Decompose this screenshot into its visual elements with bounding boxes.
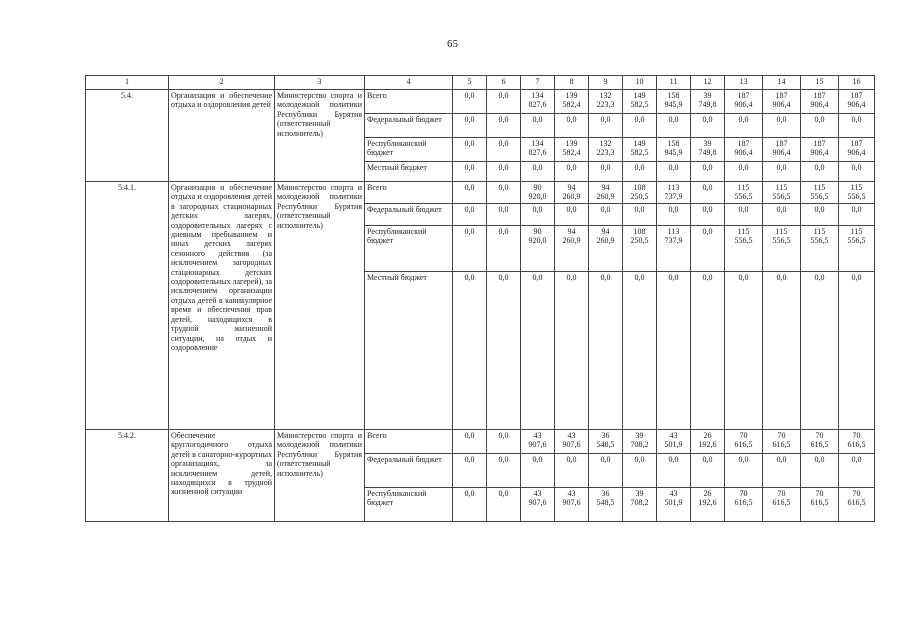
value-cell: 39 708,2 — [623, 430, 657, 454]
value-cell: 0,0 — [763, 272, 801, 430]
section-description: Организация и обеспечение отдыха и оздоровления детей — [169, 90, 275, 182]
value-cell: 187 906,4 — [801, 138, 839, 162]
value-cell: 0,0 — [555, 114, 589, 138]
value-cell: 0,0 — [487, 488, 521, 522]
value-cell: 158 945,9 — [657, 90, 691, 114]
value-cell: 0,0 — [453, 182, 487, 204]
column-number-cell: 16 — [839, 76, 875, 90]
value-cell: 113 737,9 — [657, 226, 691, 272]
value-cell: 90 920,0 — [521, 226, 555, 272]
value-cell: 0,0 — [657, 272, 691, 430]
value-cell: 43 907,6 — [521, 430, 555, 454]
value-cell: 0,0 — [487, 204, 521, 226]
section-number: 5.4.2. — [86, 430, 169, 522]
column-number-cell: 10 — [623, 76, 657, 90]
value-cell: 115 556,5 — [725, 182, 763, 204]
value-cell: 0,0 — [453, 204, 487, 226]
value-cell: 0,0 — [725, 162, 763, 182]
value-cell: 115 556,5 — [801, 182, 839, 204]
value-cell: 0,0 — [657, 204, 691, 226]
value-cell: 187 906,4 — [763, 90, 801, 114]
value-cell: 0,0 — [691, 272, 725, 430]
value-cell: 0,0 — [487, 226, 521, 272]
value-cell: 0,0 — [725, 272, 763, 430]
value-cell: 0,0 — [589, 204, 623, 226]
value-cell: 115 556,5 — [763, 182, 801, 204]
value-cell: 70 616,5 — [801, 488, 839, 522]
value-cell: 0,0 — [839, 114, 875, 138]
value-cell: 0,0 — [521, 204, 555, 226]
funding-source: Местный бюджет — [365, 162, 453, 182]
value-cell: 0,0 — [521, 162, 555, 182]
column-number-cell: 14 — [763, 76, 801, 90]
value-cell: 0,0 — [453, 138, 487, 162]
value-cell: 0,0 — [801, 162, 839, 182]
value-cell: 0,0 — [589, 454, 623, 488]
value-cell: 0,0 — [453, 454, 487, 488]
column-number-cell: 12 — [691, 76, 725, 90]
value-cell: 0,0 — [555, 204, 589, 226]
value-cell: 0,0 — [487, 430, 521, 454]
value-cell: 0,0 — [691, 204, 725, 226]
value-cell: 0,0 — [725, 204, 763, 226]
funding-source: Республиканский бюджет — [365, 226, 453, 272]
value-cell: 36 548,5 — [589, 488, 623, 522]
table-row — [86, 182, 875, 204]
value-cell: 0,0 — [453, 272, 487, 430]
value-cell: 0,0 — [555, 272, 589, 430]
value-cell: 0,0 — [657, 454, 691, 488]
page-number: 65 — [447, 38, 458, 50]
column-number-row — [86, 76, 875, 90]
section-description: Обеспечение круглогодичного отдыха детей в санаторно-курортных организациях, за исключением детей, находящихся в трудной жизненной ситуации — [169, 430, 275, 522]
value-cell: 0,0 — [623, 114, 657, 138]
value-cell: 26 192,6 — [691, 430, 725, 454]
value-cell: 0,0 — [801, 114, 839, 138]
value-cell: 70 616,5 — [839, 488, 875, 522]
column-number-cell: 2 — [169, 76, 275, 90]
value-cell: 90 920,0 — [521, 182, 555, 204]
column-number-cell: 15 — [801, 76, 839, 90]
budget-table — [85, 75, 875, 522]
value-cell: 0,0 — [623, 272, 657, 430]
value-cell: 70 616,5 — [763, 488, 801, 522]
value-cell: 0,0 — [487, 138, 521, 162]
value-cell: 0,0 — [453, 226, 487, 272]
value-cell: 0,0 — [487, 272, 521, 430]
funding-source: Федеральный бюджет — [365, 204, 453, 226]
table-row — [86, 430, 875, 454]
section-executor: Министерство спорта и молодежной политики Республики Бурятия (ответственный исполнитель) — [275, 90, 365, 182]
value-cell: 0,0 — [555, 162, 589, 182]
value-cell: 0,0 — [487, 90, 521, 114]
value-cell: 0,0 — [691, 226, 725, 272]
value-cell: 0,0 — [589, 114, 623, 138]
value-cell: 115 556,5 — [839, 226, 875, 272]
column-number-cell: 5 — [453, 76, 487, 90]
funding-source: Всего — [365, 90, 453, 114]
column-number-cell: 9 — [589, 76, 623, 90]
value-cell: 115 556,5 — [725, 226, 763, 272]
value-cell: 0,0 — [839, 272, 875, 430]
value-cell: 108 250,5 — [623, 182, 657, 204]
value-cell: 132 223,3 — [589, 90, 623, 114]
column-number-cell: 8 — [555, 76, 589, 90]
value-cell: 0,0 — [487, 114, 521, 138]
value-cell: 70 616,5 — [763, 430, 801, 454]
section-number: 5.4. — [86, 90, 169, 182]
column-number-cell: 6 — [487, 76, 521, 90]
value-cell: 187 906,4 — [763, 138, 801, 162]
value-cell: 39 749,8 — [691, 138, 725, 162]
value-cell: 0,0 — [521, 272, 555, 430]
funding-source: Местный бюджет — [365, 272, 453, 430]
table-row — [86, 90, 875, 114]
value-cell: 158 945,9 — [657, 138, 691, 162]
value-cell: 139 582,4 — [555, 90, 589, 114]
value-cell: 0,0 — [801, 454, 839, 488]
value-cell: 187 906,4 — [725, 90, 763, 114]
value-cell: 0,0 — [589, 162, 623, 182]
value-cell: 0,0 — [453, 488, 487, 522]
value-cell: 0,0 — [725, 114, 763, 138]
value-cell: 43 907,6 — [555, 488, 589, 522]
value-cell: 0,0 — [839, 162, 875, 182]
funding-source: Всего — [365, 430, 453, 454]
section-executor: Министерство спорта и молодежной политики Республики Бурятия (ответственный исполнитель) — [275, 182, 365, 430]
funding-source: Всего — [365, 182, 453, 204]
value-cell: 149 582,5 — [623, 138, 657, 162]
value-cell: 36 548,5 — [589, 430, 623, 454]
value-cell: 134 827,6 — [521, 138, 555, 162]
value-cell: 0,0 — [801, 204, 839, 226]
value-cell: 0,0 — [691, 454, 725, 488]
value-cell: 0,0 — [487, 182, 521, 204]
value-cell: 39 749,8 — [691, 90, 725, 114]
value-cell: 43 501,9 — [657, 488, 691, 522]
value-cell: 134 827,6 — [521, 90, 555, 114]
column-number-cell: 11 — [657, 76, 691, 90]
value-cell: 43 501,9 — [657, 430, 691, 454]
value-cell: 70 616,5 — [801, 430, 839, 454]
column-number-cell: 13 — [725, 76, 763, 90]
value-cell: 0,0 — [801, 272, 839, 430]
value-cell: 187 906,4 — [801, 90, 839, 114]
value-cell: 132 223,3 — [589, 138, 623, 162]
value-cell: 43 907,6 — [521, 488, 555, 522]
value-cell: 0,0 — [763, 454, 801, 488]
column-number-cell: 7 — [521, 76, 555, 90]
value-cell: 0,0 — [589, 272, 623, 430]
value-cell: 0,0 — [453, 430, 487, 454]
value-cell: 0,0 — [623, 454, 657, 488]
value-cell: 0,0 — [521, 454, 555, 488]
section-executor: Министерство спорта и молодежной политики Республики Бурятия (ответственный исполнитель) — [275, 430, 365, 522]
value-cell: 70 616,5 — [839, 430, 875, 454]
value-cell: 0,0 — [487, 454, 521, 488]
column-number-cell: 3 — [275, 76, 365, 90]
value-cell: 0,0 — [453, 114, 487, 138]
value-cell: 94 260,9 — [589, 226, 623, 272]
value-cell: 0,0 — [691, 114, 725, 138]
value-cell: 187 906,4 — [839, 90, 875, 114]
value-cell: 0,0 — [521, 114, 555, 138]
value-cell: 0,0 — [487, 162, 521, 182]
value-cell: 115 556,5 — [801, 226, 839, 272]
value-cell: 94 260,9 — [589, 182, 623, 204]
value-cell: 0,0 — [453, 90, 487, 114]
value-cell: 139 582,4 — [555, 138, 589, 162]
value-cell: 108 250,5 — [623, 226, 657, 272]
value-cell: 0,0 — [763, 114, 801, 138]
value-cell: 115 556,5 — [763, 226, 801, 272]
value-cell: 94 260,9 — [555, 182, 589, 204]
funding-source: Федеральный бюджет — [365, 114, 453, 138]
value-cell: 0,0 — [691, 162, 725, 182]
value-cell: 0,0 — [839, 454, 875, 488]
value-cell: 0,0 — [839, 204, 875, 226]
value-cell: 0,0 — [657, 162, 691, 182]
value-cell: 70 616,5 — [725, 488, 763, 522]
value-cell: 187 906,4 — [725, 138, 763, 162]
section-number: 5.4.1. — [86, 182, 169, 430]
value-cell: 149 582,5 — [623, 90, 657, 114]
value-cell: 26 192,6 — [691, 488, 725, 522]
section-description: Организация и обеспечение отдыха и оздоровления детей в загородных стационарных детских лагерях, оздоровительных лагерях с дневным пребыванием и иных детских лагерях сезонного действия (за исключением загородных стационарных детских оздоровительных лагерей), за исключением организации отдыха детей в каникулярное время и обеспечения прав детей, находящихся в трудной жизненной ситуации, на отдых и оздоровление — [169, 182, 275, 430]
funding-source: Федеральный бюджет — [365, 454, 453, 488]
value-cell: 39 708,2 — [623, 488, 657, 522]
value-cell: 115 556,5 — [839, 182, 875, 204]
funding-source: Республиканский бюджет — [365, 138, 453, 162]
column-number-cell: 4 — [365, 76, 453, 90]
column-number-cell: 1 — [86, 76, 169, 90]
value-cell: 0,0 — [623, 204, 657, 226]
value-cell: 43 907,6 — [555, 430, 589, 454]
value-cell: 187 906,4 — [839, 138, 875, 162]
value-cell: 113 737,9 — [657, 182, 691, 204]
value-cell: 0,0 — [453, 162, 487, 182]
value-cell: 0,0 — [555, 454, 589, 488]
funding-source: Республиканский бюджет — [365, 488, 453, 522]
value-cell: 0,0 — [763, 204, 801, 226]
value-cell: 0,0 — [657, 114, 691, 138]
value-cell: 0,0 — [623, 162, 657, 182]
value-cell: 0,0 — [691, 182, 725, 204]
value-cell: 94 260,9 — [555, 226, 589, 272]
value-cell: 70 616,5 — [725, 430, 763, 454]
value-cell: 0,0 — [763, 162, 801, 182]
value-cell: 0,0 — [725, 454, 763, 488]
